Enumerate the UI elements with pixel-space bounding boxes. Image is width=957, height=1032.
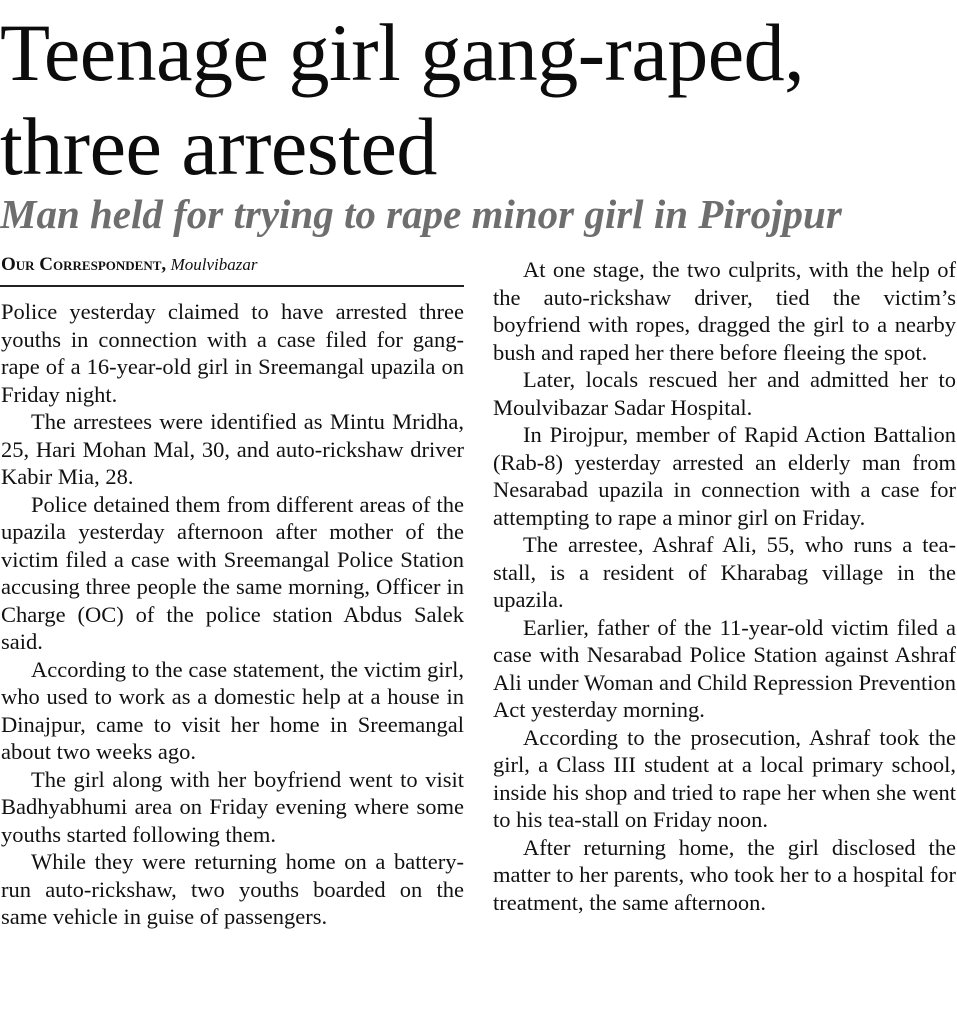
byline-place: Moulvibazar bbox=[170, 255, 258, 274]
article-column-right bbox=[493, 256, 956, 916]
article-column-left bbox=[1, 298, 464, 931]
paragraph: In Pirojpur, member of Rapid Action Battalion (Rab-8) yesterday arrested an elderly man from Nesarabad upazila in connection with a case for attempting to rape a minor girl on Friday. bbox=[493, 422, 956, 530]
paragraph: After returning home, the girl disclosed the matter to her parents, who took her to a hospital for treatment, the same afternoon. bbox=[493, 834, 956, 915]
paragraph: According to the case statement, the victim girl, who used to work as a domestic help at a house in Dinajpur, came to visit her home in Sreemangal about two weeks ago. bbox=[1, 656, 464, 764]
headline-line-1: Teenage girl gang-raped, bbox=[0, 7, 805, 98]
byline bbox=[1, 252, 464, 277]
paragraph: According to the prosecution, Ashraf took the girl, a Class III student at a local primary school, inside his shop and tried to rape her when she went to his tea-stall on Friday noon. bbox=[493, 724, 956, 832]
paragraph: Police detained them from different areas of the upazila yesterday afternoon after mother of the victim filed a case with Sreemangal Police Station accusing three people the same morning, Officer in Charge (OC) of the police station Abdus Salek said. bbox=[1, 491, 464, 654]
paragraph: At one stage, the two culprits, with the help of the auto-rickshaw driver, tied the victim’s boyfriend with ropes, dragged the girl to a nearby bush and raped her there before fleeing the spot. bbox=[493, 257, 956, 365]
paragraph: Earlier, father of the 11-year-old victim filed a case with Nesarabad Police Station against Ashraf Ali under Woman and Child Repression Prevention Act yesterday morning. bbox=[493, 614, 956, 722]
byline-name: Our Correspondent, bbox=[1, 254, 167, 275]
paragraph: Later, locals rescued her and admitted her to Moulvibazar Sadar Hospital. bbox=[493, 367, 956, 420]
paragraph: Police yesterday claimed to have arrested three youths in connection with a case filed for gang-rape of a 16-year-old girl in Sreemangal upazila on Friday night. bbox=[1, 299, 464, 407]
byline-divider bbox=[0, 285, 464, 287]
headline-line-2: three arrested bbox=[0, 101, 437, 192]
paragraph: The arrestees were identified as Mintu Mridha, 25, Hari Mohan Mal, 30, and auto-rickshaw driver Kabir Mia, 28. bbox=[1, 409, 464, 489]
paragraph: The girl along with her boyfriend went to visit Badhyabhumi area on Friday evening where some youths started following them. bbox=[1, 766, 464, 847]
paragraph: The arrestee, Ashraf Ali, 55, who runs a tea-stall, is a resident of Kharabag village in the upazila. bbox=[493, 532, 956, 612]
paragraph: While they were returning home on a battery-run auto-rickshaw, two youths boarded on the same vehicle in guise of passengers. bbox=[1, 849, 464, 929]
headline bbox=[0, 6, 957, 194]
subheadline: Man held for trying to rape minor girl in Pirojpur bbox=[0, 191, 842, 237]
